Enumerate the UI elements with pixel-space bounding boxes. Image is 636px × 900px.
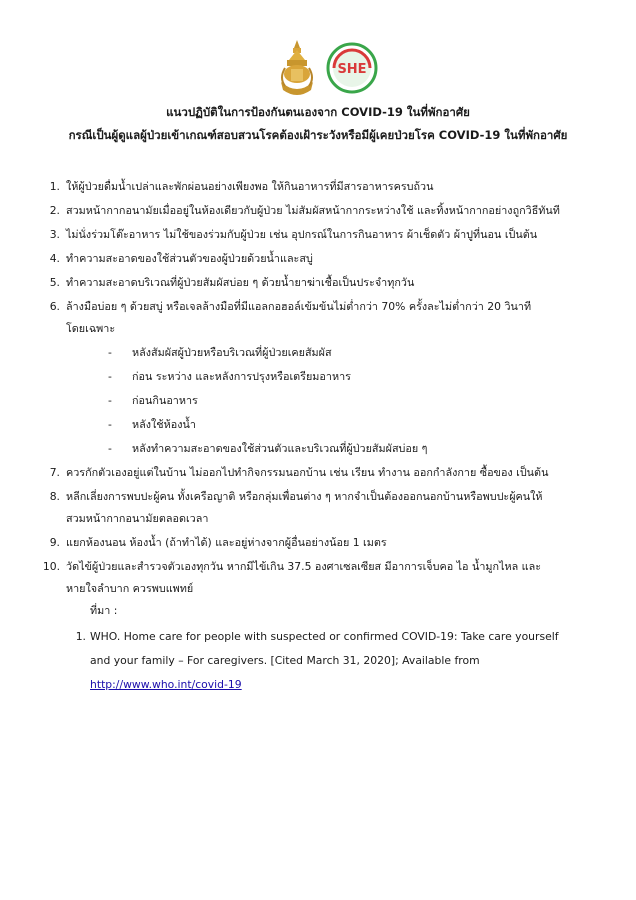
document-subtitle: กรณีเป็นผู้ดูแลผู้ป่วยเข้าเกณฑ์สอบสวนโรคต้องเฝ้าระวังหรือมีผู้เคยป่วยโรค COVID-19 ในที่พักอาศัย	[68, 128, 568, 142]
sub-item-text: ก่อนกินอาหาร	[132, 394, 198, 407]
sub-item-dash: -	[108, 346, 112, 359]
sub-item-dash: -	[108, 418, 112, 431]
item-text: หายใจลำบาก ควรพบแพทย์	[66, 582, 194, 595]
item-text: ควรกักตัวเองอยู่แต่ในบ้าน ไม่ออกไปทำกิจกรรมนอกบ้าน เช่น เรียน ทำงาน ออกกำลังกาย ซื้อของ เป็นต้น	[66, 466, 549, 479]
item-number: 10.	[42, 560, 60, 573]
reference-text-line2: and your family – For caregivers. [Cited March 31, 2020]; Available from	[90, 654, 480, 667]
sub-item-dash: -	[108, 442, 112, 455]
item-number: 7.	[49, 466, 60, 479]
she-logo-icon	[326, 42, 378, 94]
item-number: 3.	[49, 228, 60, 241]
item-text: แยกห้องนอน ห้องน้ำ (ถ้าทำได้) และอยู่ห่างจากผู้อื่นอย่างน้อย 1 เมตร	[66, 536, 387, 549]
sub-item-text: หลังทำความสะอาดของใช้ส่วนตัวและบริเวณที่ผู้ป่วยสัมผัสบ่อย ๆ	[132, 442, 428, 455]
sub-item-text: ก่อน ระหว่าง และหลังการปรุงหรือเตรียมอาหาร	[132, 370, 351, 383]
reference-number: 1.	[75, 630, 86, 643]
item-number: 9.	[49, 536, 60, 549]
header-logos	[0, 38, 636, 98]
item-number: 1.	[49, 180, 60, 193]
chulalongkorn-crest-icon	[277, 38, 317, 98]
item-text: ทำความสะอาดของใช้ส่วนตัวของผู้ป่วยด้วยน้ำและสบู่	[66, 252, 313, 265]
reference-link[interactable]: http://www.who.int/covid-19	[90, 678, 242, 691]
item-number: 8.	[49, 490, 60, 503]
sub-item-text: หลังใช้ห้องน้ำ	[132, 418, 196, 431]
reference-text-line1: WHO. Home care for people with suspected or confirmed COVID-19: Take care yourself	[90, 630, 559, 643]
item-text: วัดไข้ผู้ป่วยและสำรวจตัวเองทุกวัน หากมีไข้เกิน 37.5 องศาเซลเซียส มีอาการเจ็บคอ ไอ น้ำมูกไหล และ	[66, 560, 542, 573]
item-number: 4.	[49, 252, 60, 265]
item-text: ไม่นั่งร่วมโต๊ะอาหาร ไม่ใช้ของร่วมกับผู้ป่วย เช่น อุปกรณ์ในการกินอาหาร ผ้าเช็ดตัว ผ้าปูที่นอน เป็นต้น	[66, 228, 538, 241]
item-text: โดยเฉพาะ	[66, 322, 116, 335]
document-title: แนวปฏิบัติในการป้องกันตนเองจาก COVID-19 ในที่พักอาศัย	[166, 105, 470, 119]
item-text: ทำความสะอาดบริเวณที่ผู้ป่วยสัมผัสบ่อย ๆ ด้วยน้ำยาฆ่าเชื้อเป็นประจำทุกวัน	[66, 276, 415, 289]
item-number: 5.	[49, 276, 60, 289]
item-text: สวมหน้ากากอนามัยตลอดเวลา	[66, 512, 209, 525]
item-text: ให้ผู้ป่วยดื่มน้ำเปล่าและพักผ่อนอย่างเพียงพอ ให้กินอาหารที่มีสารอาหารครบถ้วน	[66, 180, 434, 193]
she-logo-text: SHE	[337, 62, 367, 77]
item-text: หลีกเลี่ยงการพบปะผู้คน ทั้งเครือญาติ หรือกลุ่มเพื่อนต่าง ๆ หากจำเป็นต้องออกนอกบ้านหรือพบปะผู้คนให้	[66, 490, 543, 503]
sub-item-dash: -	[108, 370, 112, 383]
sub-item-dash: -	[108, 394, 112, 407]
reference-heading: ที่มา :	[90, 604, 118, 617]
item-text: ล้างมือบ่อย ๆ ด้วยสบู่ หรือเจลล้างมือที่มีแอลกอฮอล์เข้มข้นไม่ต่ำกว่า 70% ครั้งละไม่ต่ำกว่า 20 วินาที	[66, 300, 532, 313]
sub-item-text: หลังสัมผัสผู้ป่วยหรือบริเวณที่ผู้ป่วยเคยสัมผัส	[132, 346, 332, 359]
item-text: สวมหน้ากากอนามัยเมื่ออยู่ในห้องเดียวกับผู้ป่วย ไม่สัมผัสหน้ากากระหว่างใช้ และทิ้งหน้ากากอย่างถูกวิธีทันที	[66, 204, 560, 217]
item-number: 2.	[49, 204, 60, 217]
item-number: 6.	[49, 300, 60, 313]
